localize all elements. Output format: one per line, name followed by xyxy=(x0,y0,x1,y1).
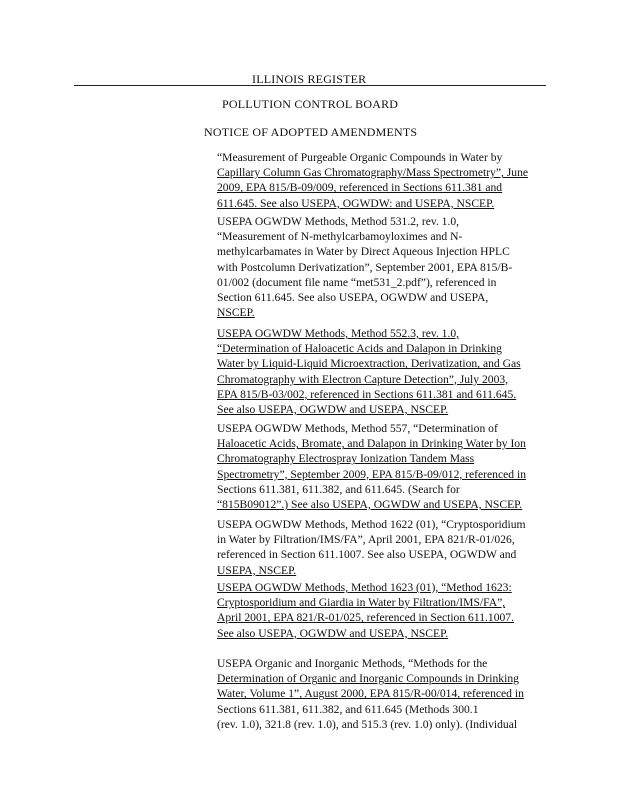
entry-line: referenced in Section 611.1007. See also USEPA, OGWDW and xyxy=(217,548,517,562)
entry-line: Haloacetic Acids, Bromate, and Dalapon in Drinking Water by Ion xyxy=(217,437,526,451)
entry-line: Cryptosporidium and Giardia in Water by Filtration/IMS/FA”, xyxy=(217,596,506,610)
entry-line: “Determination of Haloacetic Acids and Dalapon in Drinking xyxy=(217,342,502,356)
entry-line: See also USEPA, OGWDW and USEPA, NSCEP. xyxy=(217,403,449,417)
entry-line: “Measurement of Purgeable Organic Compounds in Water by xyxy=(217,151,503,164)
reference-entry xyxy=(217,517,547,578)
entry-line: with Postcolumn Derivatization”, September 2001, EPA 815/B- xyxy=(217,260,513,274)
entry-line: Spectrometry”, September 2009, EPA 815/B-09/012, referenced in xyxy=(217,467,526,481)
reference-entry xyxy=(217,580,547,641)
entry-line: in Water by Filtration/IMS/FA”, April 2001, EPA 821/R-01/026, xyxy=(217,533,515,547)
notice-title: NOTICE OF ADOPTED AMENDMENTS xyxy=(204,125,418,139)
entry-line: USEPA, NSCEP. xyxy=(217,563,297,577)
reference-entry xyxy=(217,214,547,320)
reference-entry xyxy=(217,150,547,211)
entry-line: Sections 611.381, 611.382, and 611.645. (Search for xyxy=(217,482,460,496)
entry-line: EPA 815/B-03/002, referenced in Sections 611.381 and 611.645. xyxy=(217,387,517,401)
entry-line: Water, Volume 1”, August 2000, EPA 815/R-00/014, referenced in xyxy=(217,687,524,701)
entry-line: Section 611.645. See also USEPA, OGWDW and USEPA, xyxy=(217,291,489,305)
entry-line: Sections 611.381, 611.382, and 611.645 (Methods 300.1 xyxy=(217,702,479,716)
entry-line: See also USEPA, OGWDW and USEPA, NSCEP. xyxy=(217,626,449,640)
entry-line: USEPA OGWDW Methods, Method 1622 (01), “Cryptosporidium xyxy=(217,518,526,531)
entry-line: Water by Liquid-Liquid Microextraction, Derivatization, and Gas xyxy=(217,357,521,371)
entry-line: “Measurement of N-methylcarbamoyloximes and N- xyxy=(217,230,463,244)
entry-line: USEPA OGWDW Methods, Method 1623 (01), “Method 1623: xyxy=(217,581,512,594)
reference-entry xyxy=(217,656,547,732)
entry-line: NSCEP. xyxy=(217,306,255,320)
entry-line: USEPA OGWDW Methods, Method 557, “Determination of xyxy=(217,422,498,435)
entry-line: April 2001, EPA 821/R-01/025, referenced in Section 611.1007. xyxy=(217,611,514,625)
reference-entry xyxy=(217,326,547,417)
reference-entry xyxy=(217,421,547,512)
entry-line: 01/002 (document file name “met531_2.pdf”), referenced in xyxy=(217,275,497,289)
entry-line: USEPA OGWDW Methods, Method 552.3, rev. 1.0, xyxy=(217,327,460,340)
entry-line: “815B09012”.) See also USEPA, OGWDW and USEPA, NSCEP. xyxy=(217,498,523,512)
entry-line: 611.645. See also USEPA, OGWDW: and USEPA, NSCEP. xyxy=(217,196,495,210)
entry-line: Chromatography Electrospray Ionization Tandem Mass xyxy=(217,452,475,466)
entry-line: USEPA Organic and Inorganic Methods, “Methods for the xyxy=(217,657,488,670)
entry-line: methylcarbamates in Water by Direct Aqueous Injection HPLC xyxy=(217,245,510,259)
entry-line: Determination of Organic and Inorganic Compounds in Drinking xyxy=(217,672,519,686)
entry-line: (rev. 1.0), 321.8 (rev. 1.0), and 515.3 (rev. 1.0) only). (Individual xyxy=(217,717,518,731)
entry-line: Capillary Column Gas Chromatography/Mass Spectrometry”, June xyxy=(217,166,529,180)
entry-line: USEPA OGWDW Methods, Method 531.2, rev. 1.0, xyxy=(217,215,460,228)
register-title: ILLINOIS REGISTER xyxy=(252,72,367,86)
entry-line: Chromatography with Electron Capture Detection”, July 2003, xyxy=(217,372,509,386)
board-title: POLLUTION CONTROL BOARD xyxy=(222,97,399,111)
entry-line: 2009, EPA 815/B-09/009, referenced in Sections 611.381 and xyxy=(217,181,503,195)
